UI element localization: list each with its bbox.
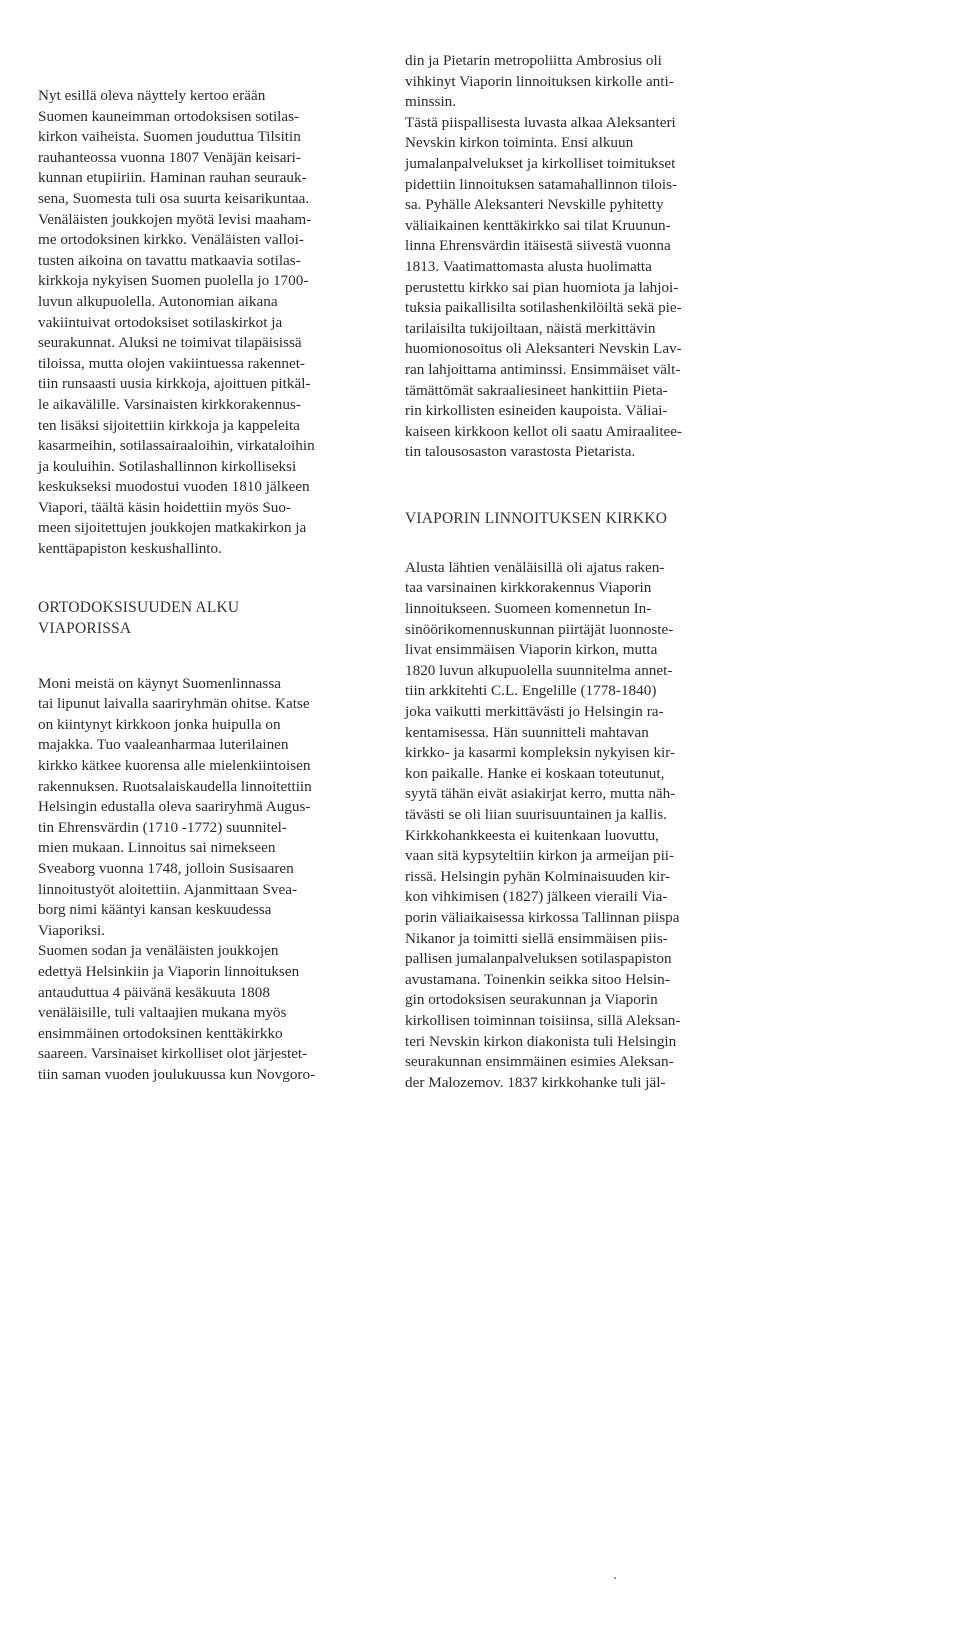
left-column [38, 86, 338, 1086]
text-line: tiin saman vuoden joulukuussa kun Novgoro- [38, 1065, 316, 1083]
text-line: Viapori, täältä käsin hoidettiin myös Suo- [38, 498, 292, 516]
text-line: antauduttua 4 päivänä kesäkuuta 1808 [38, 983, 270, 1001]
text-line: Sveaborg vuonna 1748, jolloin Susisaaren [38, 860, 294, 877]
text-line: livat ensimmäisen Viaporin kirkon, mutta [405, 641, 658, 659]
text-line: tämättömät sakraaliesineet hankittiin Pieta- [405, 381, 668, 399]
text-line: Tästä piispallisesta luvasta alkaa Aleksanteri [405, 113, 676, 131]
text-line: väliaikainen kenttäkirkko sai tilat Kruunun- [405, 216, 671, 234]
text-line: seurakunnat. Aluksi ne toimivat tilapäisissä [38, 334, 302, 352]
text-line: le aikavälille. Varsinaisten kirkkorakennus- [38, 395, 301, 413]
intro-paragraph [38, 86, 338, 560]
text-line: edettyä Helsinkiin ja Viaporin linnoituksen [38, 962, 300, 980]
text-line: ja kouluihin. Sotilashallinnon kirkolliseksi [38, 457, 297, 475]
text-line: borg nimi kääntyi kansan keskuudessa [38, 901, 272, 919]
text-line: majakka. Tuo vaaleanharmaa luterilainen [38, 736, 289, 754]
text-line: rissä. Helsingin pyhän Kolminaisuuden kir- [405, 867, 671, 885]
text-line: Suomen sodan ja venäläisten joukkojen [38, 942, 279, 960]
text-line: tävästi se oli liian suurisuuntainen ja kallis. [405, 806, 667, 823]
text-line: tiin arkkitehti C.L. Engelille (1778-1840) [405, 682, 657, 700]
scan-speck [614, 1577, 616, 1579]
text-line: Alusta lähtien venäläisillä oli ajatus raken- [405, 558, 665, 576]
text-line: tin talousosaston varastosta Pietarista. [405, 443, 636, 461]
text-line: 1813. Vaatimattomasta alusta huolimatta [405, 257, 652, 275]
text-line: tiloissa, mutta olojen vakiintuessa rakennet- [38, 354, 305, 372]
text-line: ensimmäinen ortodoksinen kenttäkirkko [38, 1024, 283, 1042]
text-line: kon vihkimisen (1827) jälkeen vieraili Via- [405, 888, 668, 906]
text-line: venäläisille, tuli valtaajien mukana myös [38, 1004, 287, 1022]
right-column [405, 51, 725, 1093]
text-line: jumalanpalvelukset ja kirkolliset toimitukset [405, 154, 676, 172]
text-line: ran lahjoittama antiminssi. Ensimmäiset vält- [405, 360, 681, 378]
text-line: keskukseksi muodostui vuoden 1810 jälkeen [38, 478, 310, 496]
text-line: kirkon vaiheista. Suomen jouduttua Tilsitin [38, 128, 301, 146]
text-line: sa. Pyhälle Aleksanteri Nevskille pyhitetty [405, 196, 664, 214]
text-line: mien mukaan. Linnoitus sai nimekseen [38, 839, 276, 857]
text-line: tai lipunut laivalla saariryhmän ohitse. Katse [38, 695, 310, 713]
text-line: kasarmeihin, sotilassairaaloihin, virkataloihin [38, 437, 315, 455]
text-line: minssin. [405, 93, 457, 111]
text-line: ORTODOKSISUUDEN ALKU [38, 598, 240, 616]
text-line: porin väliaikaisessa kirkossa Tallinnan piispa [405, 908, 680, 926]
continued-paragraph [405, 51, 725, 463]
text-line: kirkko kätkee kuorensa alle mielenkiintoisen [38, 757, 311, 775]
text-line: Nevskin kirkon toiminta. Ensi alkuun [405, 134, 634, 152]
text-line: linnoitustyöt aloitettiin. Ajanmittaan Svea- [38, 880, 297, 898]
text-line: sinöörikomennuskunnan piirtäjät luonnoste- [405, 620, 674, 638]
text-line: kaiseen kirkkoon kellot oli saatu Amiraalitee- [405, 422, 683, 440]
text-line: 1820 luvun alkupuolella suunnitelma annet- [405, 661, 673, 679]
text-line: vakiintuivat ortodoksiset sotilaskirkot ja [38, 313, 283, 331]
text-line: rauhanteossa vuonna 1807 Venäjän keisari- [38, 148, 301, 166]
text-line: der Malozemov. 1837 kirkkohanke tuli jäl- [405, 1073, 666, 1091]
text-line: huomionosoitus oli Aleksanteri Nevskin Lav- [405, 340, 682, 358]
text-line: kirkkoja nykyisen Suomen puolella jo 1700- [38, 272, 309, 290]
section-heading-viaporin-linnoituksen-kirkko [405, 509, 725, 530]
text-line: kunnan etupiiriin. Haminan rauhan seurauk- [38, 169, 307, 187]
text-line: Venäläisten joukkojen myötä levisi maaham- [38, 210, 312, 228]
text-line: on kiintynyt kirkkoon jonka huipulla on [38, 715, 281, 733]
text-line: gin ortodoksisen seurakunnan ja Viaporin [405, 991, 658, 1009]
text-line: pidettiin linnoituksen satamahallinnon tilois- [405, 175, 678, 193]
text-line: luvun alkupuolella. Autonomian aikana [38, 292, 278, 310]
text-line: Nyt esillä oleva näyttely kertoo erään [38, 87, 266, 104]
text-line: joka vaikutti merkittävästi jo Helsingin ra- [405, 703, 664, 721]
text-line: kon paikalle. Hanke ei koskaan toteutunut, [405, 764, 665, 782]
text-line: teri Nevskin kirkon diakonista tuli Helsingin [405, 1032, 677, 1050]
text-line: me ortodoksinen kirkko. Venäläisten valloi- [38, 231, 304, 249]
text-line: rin kirkollisten esineiden kaupoista. Väliai- [405, 402, 668, 420]
text-line: ten lisäksi sijoitettiin kirkkoja ja kappeleita [38, 416, 300, 434]
text-line: Moni meistä on käynyt Suomenlinnassa [38, 674, 281, 692]
text-line: kirkko- ja kasarmi kompleksin nykyisen kir- [405, 744, 676, 762]
text-line: linnoitukseen. Suomeen komennetun In- [405, 600, 652, 618]
text-line: avustamana. Toinenkin seikka sitoo Helsin- [405, 970, 670, 988]
text-line: sena, Suomesta tuli osa suurta keisarikuntaa. [38, 189, 310, 207]
text-line: Helsingin edustalla oleva saariryhmä Augus- [38, 798, 311, 816]
text-line: tusten aikoina on tavattu matkaavia sotilas- [38, 251, 301, 269]
text-line: tin Ehrensvärdin (1710 -1772) suunnitel- [38, 818, 287, 836]
text-line: Suomen kauneimman ortodoksisen sotilas- [38, 107, 300, 125]
text-line: tarilaisilta tukijoiltaan, näistä merkittävin [405, 319, 656, 337]
text-line: pallisen jumalanpalveluksen sotilaspapiston [405, 950, 672, 968]
text-line: linna Ehrensvärdin itäisestä siivestä vuonna [405, 237, 671, 255]
text-line: tiin runsaasti uusia kirkkoja, ajoittuen pitkäl- [38, 375, 311, 393]
text-line: VIAPORISSA [38, 619, 132, 637]
text-line: perustettu kirkko sai pian huomiota ja lahjoi- [405, 278, 679, 296]
text-line: din ja Pietarin metropoliitta Ambrosius oli [405, 52, 662, 69]
section-body-ortodoksisuuden-alku [38, 674, 338, 1086]
text-line: saareen. Varsinaiset kirkolliset olot järjestet- [38, 1045, 308, 1063]
text-line: vaan sitä kypsyteltiin kirkon ja armeijan pii- [405, 847, 675, 865]
text-line: vihkinyt Viaporin linnoituksen kirkolle anti- [405, 72, 674, 90]
text-line: tuksia paikallisilta sotilashenkilöiltä sekä pie- [405, 299, 682, 317]
text-line: kenttäpapiston keskushallinto. [38, 540, 222, 558]
text-line: VIAPORIN LINNOITUKSEN KIRKKO [405, 509, 668, 527]
section-heading-ortodoksisuuden-alku [38, 598, 338, 640]
text-line: Viaporiksi. [38, 921, 106, 939]
text-line: seurakunnan ensimmäinen esimies Aleksan- [405, 1053, 674, 1071]
text-line: rakennuksen. Ruotsalaiskaudella linnoitettiin [38, 777, 312, 795]
text-line: kentamisessa. Hän suunnitteli mahtavan [405, 723, 649, 741]
text-line: Nikanor ja toimitti siellä ensimmäisen piis- [405, 929, 668, 947]
text-line: kirkollisen toiminnan toisiinsa, sillä Aleksan- [405, 1011, 681, 1029]
text-line: Kirkkohankkeesta ei kuitenkaan luovuttu, [405, 826, 659, 844]
text-line: syytä tähän eivät asiakirjat kerro, mutta näh- [405, 785, 676, 803]
text-line: taa varsinainen kirkkorakennus Viaporin [405, 579, 652, 597]
section-body-viaporin-linnoituksen-kirkko [405, 558, 725, 1093]
text-line: meen sijoitettujen joukkojen matkakirkon ja [38, 519, 307, 537]
